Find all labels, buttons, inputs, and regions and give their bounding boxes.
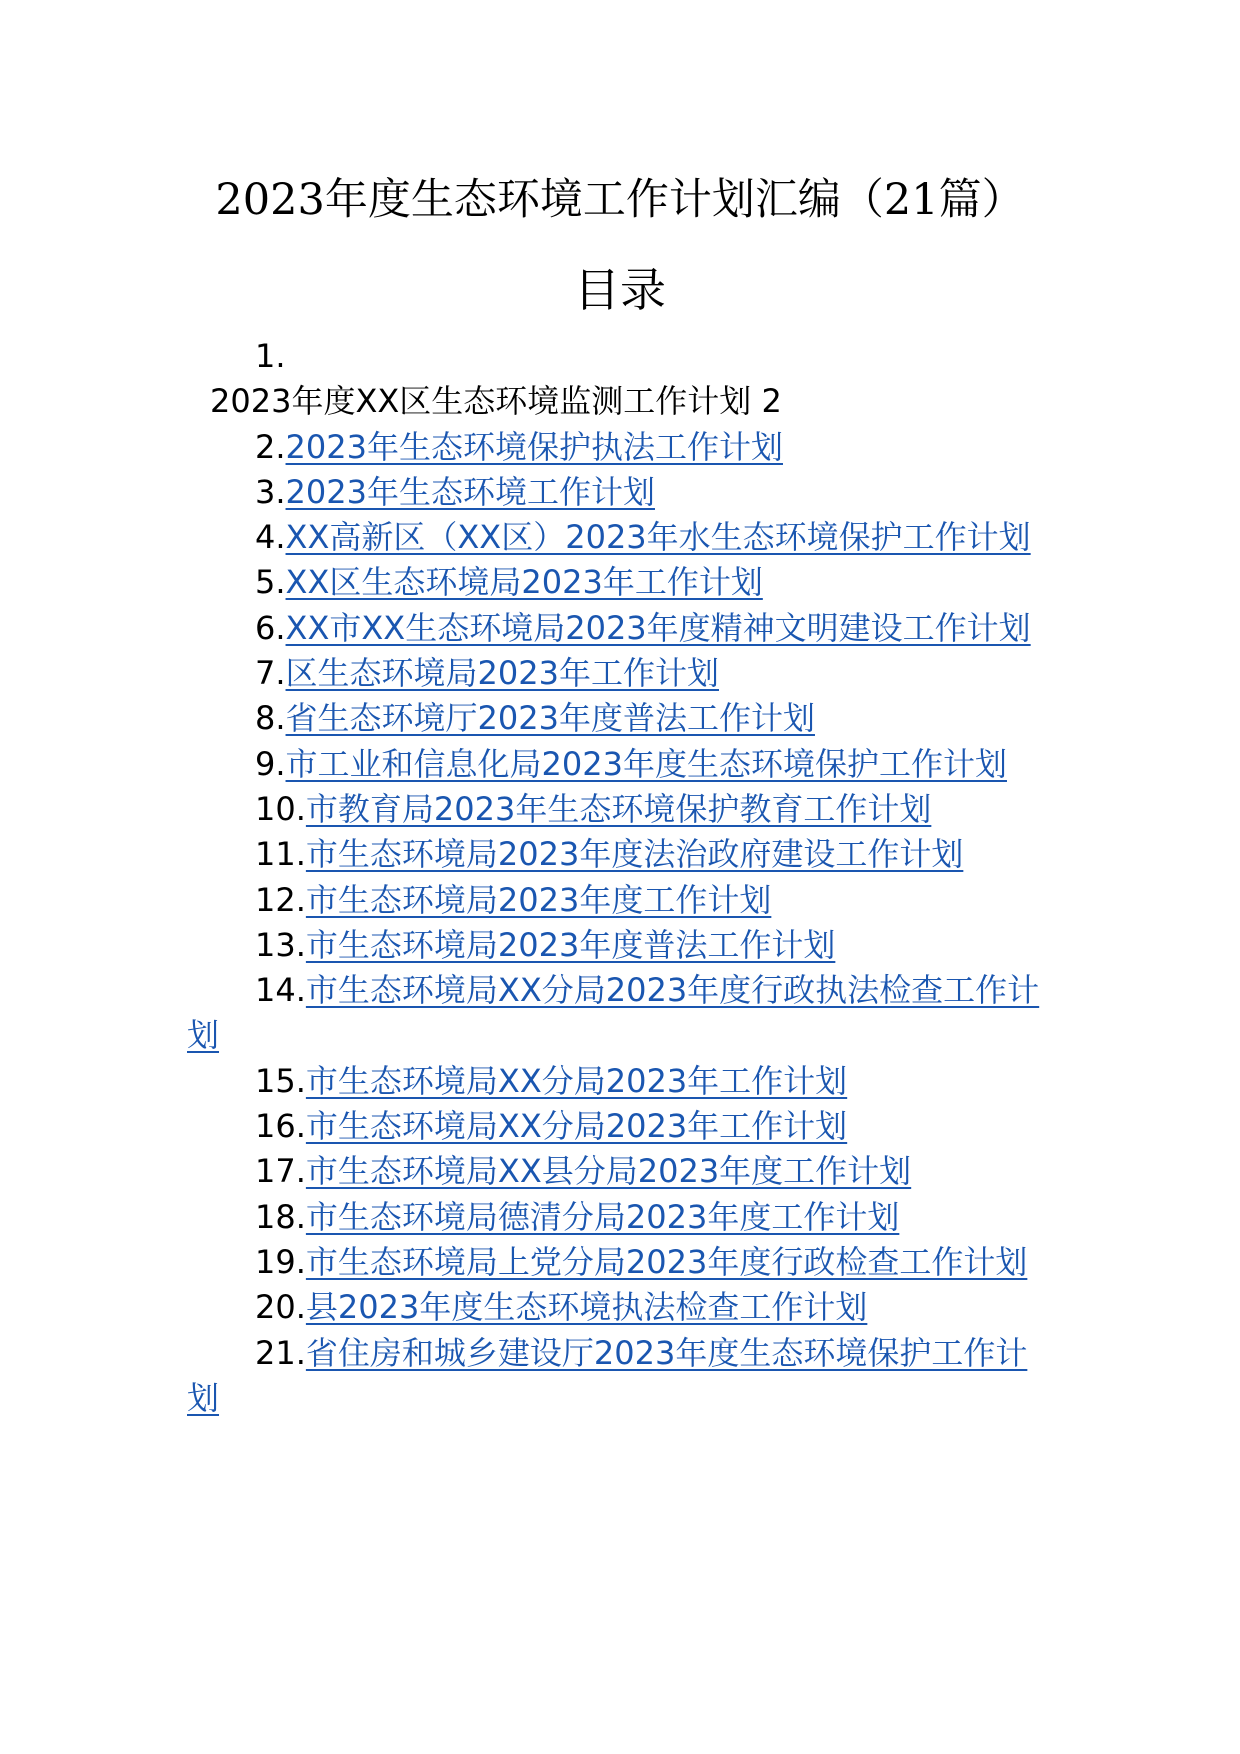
toc-item-14 — [187, 968, 1055, 1059]
toc-link-16[interactable]: 市生态环境局XX分局2023年工作计划 — [305, 1107, 848, 1146]
toc-link-3[interactable]: 2023年生态环境工作计划 — [285, 472, 655, 511]
toc-link-15[interactable]: 市生态环境局XX分局2023年工作计划 — [305, 1061, 848, 1100]
toc-link-6[interactable]: XX市XX生态环境局2023年度精神文明建设工作计划 — [285, 608, 1031, 647]
toc-item-number: 1. — [255, 337, 286, 375]
toc-item-text: 2023年度XX区生态环境监测工作计划 2 — [210, 382, 782, 421]
toc-link-19[interactable]: 市生态环境局上党分局2023年度行政检查工作计划 — [305, 1242, 1028, 1281]
toc-item-11 — [187, 832, 1055, 877]
toc-link-7[interactable]: 区生态环境局2023年工作计划 — [285, 654, 719, 693]
toc-item-number: 15. — [255, 1061, 306, 1100]
toc-heading: 目录 — [574, 263, 666, 317]
toc-item-16 — [187, 1104, 1055, 1149]
toc-item-4 — [187, 515, 1055, 560]
document-title: 2023年度生态环境工作计划汇编（21篇） — [215, 175, 1025, 225]
toc-link-8[interactable]: 省生态环境厅2023年度普法工作计划 — [285, 699, 815, 738]
toc-link-13[interactable]: 市生态环境局2023年度普法工作计划 — [305, 925, 836, 964]
toc-item-20 — [187, 1285, 1055, 1330]
toc-link-18[interactable]: 市生态环境局德清分局2023年度工作计划 — [305, 1197, 900, 1236]
toc-link-17[interactable]: 市生态环境局XX县分局2023年度工作计划 — [305, 1152, 912, 1191]
toc-item-5 — [187, 560, 1055, 605]
toc-item-number: 16. — [255, 1107, 306, 1146]
toc-link-12[interactable]: 市生态环境局2023年度工作计划 — [305, 880, 772, 919]
toc-item-number: 5. — [255, 563, 286, 602]
toc-link-21[interactable]: 省住房和城乡建设厅2023年度生态环境保护工作计划 — [187, 1333, 1028, 1417]
toc-link-4[interactable]: XX高新区（XX区）2023年水生态环境保护工作计划 — [285, 518, 1031, 557]
toc-link-5[interactable]: XX区生态环境局2023年工作计划 — [285, 563, 763, 602]
toc-item-13 — [187, 923, 1055, 968]
toc-item-number: 6. — [255, 608, 286, 647]
toc-item-number: 12. — [255, 880, 306, 919]
toc-link-14[interactable]: 市生态环境局XX分局2023年度行政执法检查工作计划 — [187, 971, 1040, 1055]
toc-item-8 — [187, 696, 1055, 741]
toc-item-number: 9. — [255, 744, 286, 783]
toc-link-2[interactable]: 2023年生态环境保护执法工作计划 — [285, 427, 783, 466]
toc-link-20[interactable]: 县2023年度生态环境执法检查工作计划 — [305, 1288, 868, 1327]
toc-item-number: 17. — [255, 1152, 306, 1191]
toc-item-18 — [187, 1195, 1055, 1240]
toc-item-number: 3. — [255, 472, 286, 511]
toc-link-10[interactable]: 市教育局2023年生态环境保护教育工作计划 — [305, 789, 932, 828]
toc-item-6 — [187, 606, 1055, 651]
toc-link-11[interactable]: 市生态环境局2023年度法治政府建设工作计划 — [305, 835, 964, 874]
toc-item-3 — [187, 470, 1055, 515]
toc-item-number: 2. — [255, 427, 286, 466]
toc-link-9[interactable]: 市工业和信息化局2023年度生态环境保护工作计划 — [285, 744, 1007, 783]
toc-item-2 — [187, 425, 1055, 470]
toc-item-9 — [187, 742, 1055, 787]
toc-item-number: 11. — [255, 835, 306, 874]
toc-item-12 — [187, 878, 1055, 923]
toc-item-number: 8. — [255, 699, 286, 738]
toc-item-number: 14. — [255, 971, 306, 1010]
toc-item-7 — [187, 651, 1055, 696]
toc-item-number: 13. — [255, 925, 306, 964]
toc-item-10 — [187, 787, 1055, 832]
toc-item-number: 7. — [255, 654, 286, 693]
table-of-contents — [187, 334, 1055, 1421]
toc-item-number: 19. — [255, 1242, 306, 1281]
toc-item-number: 20. — [255, 1288, 306, 1327]
toc-item-1 — [187, 334, 1055, 425]
toc-item-15 — [187, 1059, 1055, 1104]
toc-item-17 — [187, 1149, 1055, 1194]
toc-item-19 — [187, 1240, 1055, 1285]
toc-item-number: 4. — [255, 518, 286, 557]
toc-item-21 — [187, 1331, 1055, 1422]
toc-item-number: 21. — [255, 1333, 306, 1372]
toc-item-number: 10. — [255, 789, 306, 828]
toc-item-number: 18. — [255, 1197, 306, 1236]
